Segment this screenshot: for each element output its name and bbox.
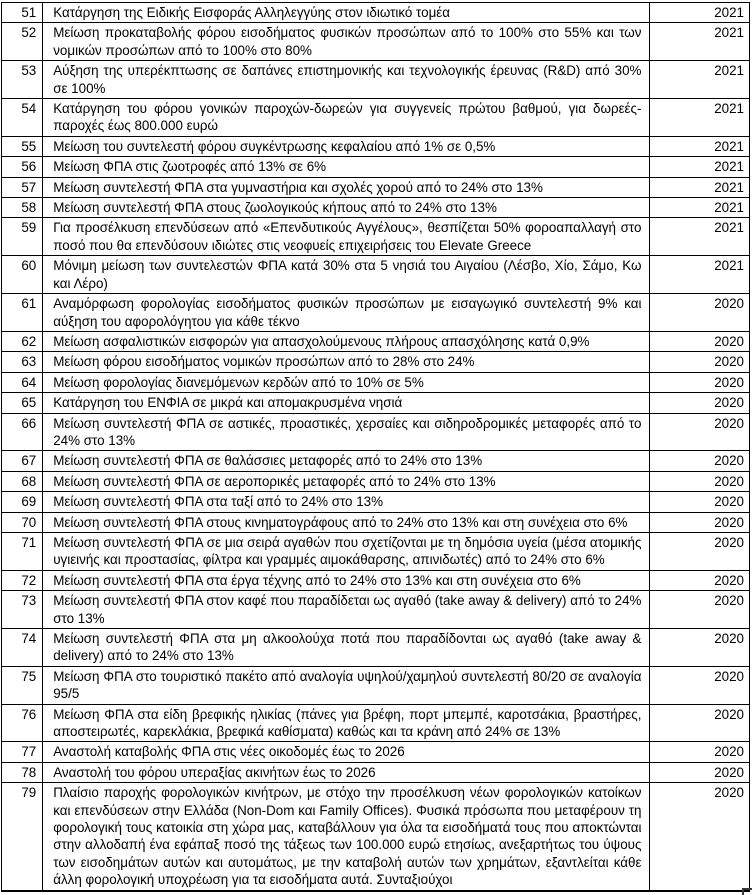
row-number-cell: 71 [2,532,43,570]
table-row [2,61,750,99]
row-description-cell: Μείωση φόρου εισοδήματος νομικών προσώπων από το 28% στο 24% [43,352,650,372]
row-number-cell: 77 [2,742,43,762]
page-footer-artifact [742,888,752,895]
row-number-cell: 67 [2,451,43,471]
table-row [2,666,750,704]
row-description-cell: Μείωση συντελεστή ΦΠΑ σε αεροπορικές μεταφορές από το 24% στο 13% [43,471,650,491]
row-number-cell: 61 [2,294,43,332]
row-year-cell: 2020 [650,451,750,471]
table-row [2,99,750,137]
row-number-cell: 54 [2,99,43,137]
row-number-cell: 64 [2,372,43,392]
row-number-cell: 68 [2,471,43,491]
row-year-cell: 2020 [650,393,750,413]
table-row [2,393,750,413]
row-number-cell: 65 [2,393,43,413]
row-number-cell: 59 [2,218,43,256]
row-description-cell: Μείωση συντελεστή ΦΠΑ στους κινηματογράφους από το 24% στο 13% και στη συνέχεια στο 6% [43,512,650,532]
row-year-cell: 2021 [650,157,750,177]
row-year-cell: 2021 [650,218,750,256]
row-number-cell: 51 [2,3,43,23]
row-number-cell: 62 [2,331,43,351]
row-description-cell: Μείωση ασφαλιστικών εισφορών για απασχολούμενους πλήρους απασχόλησης κατά 0,9% [43,331,650,351]
row-year-cell: 2021 [650,23,750,61]
row-number-cell: 53 [2,61,43,99]
table-row [2,492,750,512]
row-year-cell: 2020 [650,591,750,629]
row-description-cell: Μείωση ΦΠΑ στις ζωοτροφές από 13% σε 6% [43,157,650,177]
table-row [2,372,750,392]
row-number-cell: 66 [2,413,43,451]
row-year-cell: 2020 [650,352,750,372]
table-row [2,512,750,532]
table-row [2,413,750,451]
row-year-cell: 2020 [650,294,750,332]
row-description-cell: Κατάργηση της Ειδικής Εισφοράς Αλληλεγγύης στον ιδιωτικό τομέα [43,3,650,23]
row-description-cell: Αναστολή καταβολής ΦΠΑ στις νέες οικοδομές έως το 2026 [43,742,650,762]
row-description-cell: Κατάργηση του φόρου γονικών παροχών-δωρεών για συγγενείς πρώτου βαθμού, για δωρεές-παροχές έως 800.000 ευρώ [43,99,650,137]
row-number-cell: 75 [2,666,43,704]
row-number-cell: 74 [2,629,43,667]
table-row [2,218,750,256]
row-description-cell: Αναμόρφωση φορολογίας εισοδήματος φυσικών προσώπων με εισαγωγικό συντελεστή 9% και αύξηση του αφορολόγητου για κάθε τέκνο [43,294,650,332]
row-year-cell: 2020 [650,742,750,762]
row-description-cell: Μόνιμη μείωση των συντελεστών ΦΠΑ κατά 30% στα 5 νησιά του Αιγαίου (Λέσβο, Χίο, Σάμο, Κω και Λέρο) [43,256,650,294]
row-year-cell: 2021 [650,198,750,218]
table-row [2,3,750,23]
row-number-cell: 79 [2,783,43,891]
table-row [2,742,750,762]
row-description-cell: Μείωση συντελεστή ΦΠΑ στον καφέ που παραδίδεται ως αγαθό (take away & delivery) από το 24% στο 13% [43,591,650,629]
row-number-cell: 69 [2,492,43,512]
row-number-cell: 52 [2,23,43,61]
table-row [2,256,750,294]
table-row [2,471,750,491]
row-number-cell: 56 [2,157,43,177]
row-description-cell: Κατάργηση του ΕΝΦΙΑ σε μικρά και απομακρυσμένα νησιά [43,393,650,413]
row-year-cell: 2020 [650,331,750,351]
row-description-cell: Μείωση συντελεστή ΦΠΑ σε μια σειρά αγαθών που σχετίζονται με τη δημόσια υγεία (μέσα ατομικής υγιεινής και προστασίας, φίλτρα και γραμμές αιμοκάθαρσης, απινιδωτές) από το 24% στο 6% [43,532,650,570]
table-row [2,177,750,197]
row-year-cell: 2020 [650,492,750,512]
table-row [2,23,750,61]
row-year-cell: 2020 [650,629,750,667]
row-description-cell: Μείωση προκαταβολής φόρου εισοδήματος φυσικών προσώπων από το 100% στο 55% και των νομικών προσώπων από το 100% στο 80% [43,23,650,61]
row-year-cell: 2020 [650,783,750,891]
row-year-cell: 2021 [650,61,750,99]
table-row [2,762,750,782]
row-description-cell: Για προσέλκυση επενδύσεων από «Επενδυτικούς Αγγέλους», θεσπίζεται 50% φοροαπαλλαγή στο ποσό που θα επενδύσουν ιδιώτες στις νεοφυείς επιχειρήσεις του Elevate Greece [43,218,650,256]
tax-measures-table [1,2,750,892]
table-row [2,570,750,590]
row-number-cell: 55 [2,136,43,156]
table-row [2,157,750,177]
row-year-cell: 2020 [650,512,750,532]
row-year-cell: 2021 [650,99,750,137]
table-row [2,783,750,891]
table-row [2,451,750,471]
row-year-cell: 2020 [650,372,750,392]
row-number-cell: 78 [2,762,43,782]
table-row [2,136,750,156]
row-year-cell: 2021 [650,136,750,156]
row-description-cell: Μείωση ΦΠΑ στα είδη βρεφικής ηλικίας (πάνες για βρέφη, πορτ μπεμπέ, καροτσάκια, βραστήρες, αποστειρωτές, καρεκλάκια, βρεφικά καθίσματα) καθώς και τα κράνη από 24% σε 13% [43,704,650,742]
row-description-cell: Μείωση ΦΠΑ στο τουριστικό πακέτο από αναλογία υψηλού/χαμηλού συντελεστή 80/20 σε αναλογία 95/5 [43,666,650,704]
document-page [0,2,752,893]
row-description-cell: Μείωση συντελεστή ΦΠΑ σε αστικές, προαστικές, χερσαίες και σιδηροδρομικές μεταφορές από το 24% στο 13% [43,413,650,451]
row-description-cell: Μείωση φορολογίας διανεμόμενων κερδών από το 10% σε 5% [43,372,650,392]
measures-table-body [2,3,750,891]
table-row [2,294,750,332]
table-row [2,704,750,742]
table-row [2,629,750,667]
row-year-cell: 2021 [650,177,750,197]
row-description-cell: Μείωση συντελεστή ΦΠΑ στα γυμναστήρια και σχολές χορού από το 24% στο 13% [43,177,650,197]
row-number-cell: 58 [2,198,43,218]
row-number-cell: 57 [2,177,43,197]
row-year-cell: 2020 [650,471,750,491]
row-number-cell: 72 [2,570,43,590]
row-description-cell: Μείωση συντελεστή ΦΠΑ στα έργα τέχνης από το 24% στο 13% και στη συνέχεια στο 6% [43,570,650,590]
row-description-cell: Μείωση συντελεστή ΦΠΑ στα μη αλκοολούχα ποτά που παραδίδονται ως αγαθό (take away & delivery) από το 24% στο 13% [43,629,650,667]
row-year-cell: 2020 [650,413,750,451]
row-description-cell: Μείωση του συντελεστή φόρου συγκέντρωσης κεφαλαίου από 1% σε 0,5% [43,136,650,156]
row-year-cell: 2020 [650,762,750,782]
row-description-cell: Αναστολή του φόρου υπεραξίας ακινήτων έως το 2026 [43,762,650,782]
row-number-cell: 63 [2,352,43,372]
row-number-cell: 76 [2,704,43,742]
row-description-cell: Μείωση συντελεστή ΦΠΑ σε θαλάσσιες μεταφορές από το 24% στο 13% [43,451,650,471]
row-description-cell: Πλαίσιο παροχής φορολογικών κινήτρων, με στόχο την προσέλκυση νέων φορολογικών κατοίκων και επενδύσεων στην Ελλάδα (Non-Dom και Family Offices). Φυσικά πρόσωπα που μεταφέρουν τη φορολογική τους κατοικία στη χώρα μας, καταβάλλουν για όλα τα εισοδήματά τους που αποκτώνται στην αλλοδαπή ένα εφάπαξ ποσό της τάξεως των 100.000 ευρώ ετησίως, ανεξαρτήτως του ύψους των εισοδημάτων αυτών και αυτομάτως, με την καταβολή αυτών των χρημάτων, εξαντλείται κάθε άλλη φορολογική υποχρέωση για τα εισοδήματα αυτά. Συνταξιούχοι [43,783,650,891]
row-description-cell: Μείωση συντελεστή ΦΠΑ στα ταξί από το 24% στο 13% [43,492,650,512]
table-row [2,591,750,629]
row-description-cell: Μείωση συντελεστή ΦΠΑ στους ζωολογικούς κήπους από το 24% στο 13% [43,198,650,218]
row-year-cell: 2020 [650,532,750,570]
row-year-cell: 2021 [650,256,750,294]
table-row [2,532,750,570]
row-year-cell: 2020 [650,570,750,590]
row-year-cell: 2020 [650,704,750,742]
table-row [2,198,750,218]
row-number-cell: 70 [2,512,43,532]
row-description-cell: Αύξηση της υπερέκπτωσης σε δαπάνες επιστημονικής και τεχνολογικής έρευνας (R&D) από 30% σε 100% [43,61,650,99]
table-row [2,352,750,372]
row-number-cell: 73 [2,591,43,629]
table-row [2,331,750,351]
row-number-cell: 60 [2,256,43,294]
row-year-cell: 2021 [650,3,750,23]
row-year-cell: 2020 [650,666,750,704]
